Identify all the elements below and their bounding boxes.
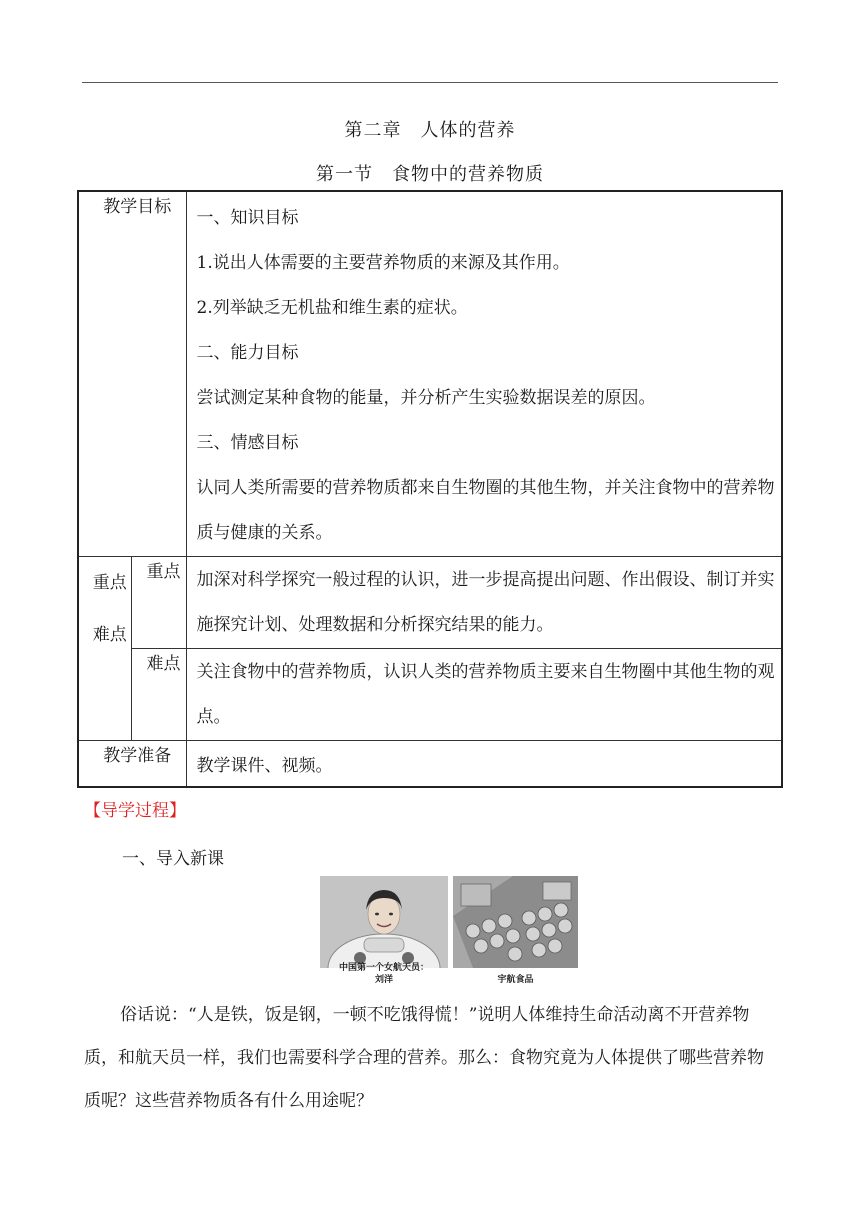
- difficult-point-label: 难点: [131, 649, 186, 741]
- objective-heading-knowledge: 一、知识目标: [196, 208, 299, 228]
- difficult-point-text: 关注食物中的营养物质，认识人类的营养物质主要来自生物圈中其他生物的观点。: [186, 649, 782, 741]
- objective-item: 1.说出人体需要的主要营养物质的来源及其作用。: [196, 253, 570, 273]
- objective-heading-emotion: 三、情感目标: [196, 433, 299, 453]
- space-food-caption: 宇航食品: [497, 975, 534, 985]
- space-food-photo: [453, 876, 578, 968]
- preparation-row: [78, 741, 782, 787]
- difficult-point-row: [78, 649, 782, 741]
- chapter-title: 第二章 人体的营养: [344, 120, 516, 141]
- astronaut-illustration: [320, 876, 448, 968]
- intro-figure: [320, 876, 580, 986]
- objective-item: 尝试测定某种食物的能量，并分析产生实验数据误差的原因。: [196, 388, 656, 408]
- key-point-text: 加深对科学探究一般过程的认识，进一步提高提出问题、作出假设、制订并实施探究计划、处理数据和分析探究结果的能力。: [186, 557, 782, 649]
- objectives-content: [186, 191, 782, 557]
- objective-item: 认同人类所需要的营养物质都来自生物圈的其他生物，并关注食物中的营养物质与健康的关系。: [196, 478, 775, 543]
- objectives-label: 教学目标: [78, 191, 186, 557]
- astronaut-caption: 中国第一个女航天员： 刘洋: [338, 963, 429, 985]
- group-label-difficult: 难点: [92, 625, 127, 645]
- key-point-row: [78, 557, 782, 649]
- objective-item: 2.列举缺乏无机盐和维生素的症状。: [196, 298, 468, 318]
- section-title: 第一节 食物中的营养物质: [316, 164, 544, 185]
- space-food-illustration: [453, 876, 578, 968]
- key-point-label: 重点: [131, 557, 186, 649]
- preparation-label: 教学准备: [78, 741, 186, 787]
- preparation-text: 教学课件、视频。: [186, 741, 782, 787]
- intro-paragraph: 俗话说：“人是铁，饭是钢，一顿不吃饿得慌！”说明人体维持生命活动离不开营养物质，和航天员一样，我们也需要科学合理的营养。那么：食物究竟为人体提供了哪些营养物质呢？这些营养物质各有什么用途呢？: [84, 1005, 764, 1111]
- intro-subheading: 一、导入新课: [122, 849, 224, 869]
- header-rule: [82, 82, 778, 83]
- objectives-row: [78, 191, 782, 557]
- group-label-key: 重点: [92, 573, 127, 593]
- objective-heading-ability: 二、能力目标: [196, 343, 299, 363]
- lesson-plan-table: [77, 190, 783, 788]
- guide-heading: 【导学过程】: [84, 801, 186, 821]
- astronaut-photo: [320, 876, 448, 968]
- key-difficult-group-label: [78, 557, 131, 741]
